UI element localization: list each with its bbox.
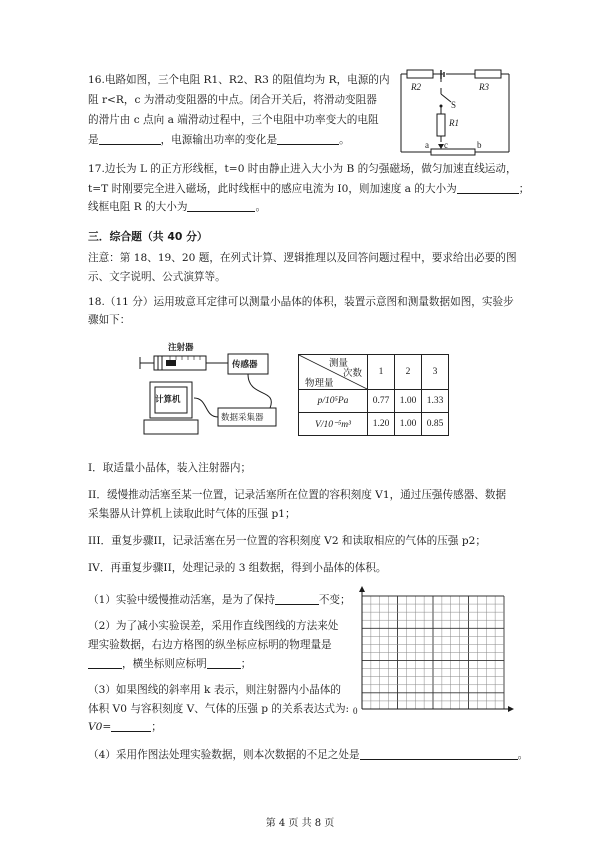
header-times: 次数 <box>343 369 363 379</box>
sub-q1: （1）实验中缓慢推动活塞，是为了保持 不变； <box>88 594 351 606</box>
label-r1: R1 <box>449 118 459 128</box>
label-sensor: 传感器 <box>232 360 258 370</box>
sub-q4-blank[interactable] <box>360 748 518 760</box>
q17-line2: t=T 时刚要完全进入磁场，此时线框中的感应电流为 I0，则加速度 a 的大小为 ； <box>88 183 530 195</box>
sub-q2-line1: （2）为了减小实验误差，采用作直线图线的方法来处 <box>88 620 339 632</box>
q17-blank-1[interactable] <box>457 182 519 194</box>
sub-q3-line2: 体积 V0 与容积刻度 V、气体的压强 p 的关系表达式为: <box>88 703 350 715</box>
q16-line3: 的滑片由 c 点向 a 端滑动过程中，三个电阻中功率变大的电阻 <box>88 114 379 126</box>
label-switch: S <box>451 100 457 110</box>
cell: 0.77 <box>368 390 395 413</box>
apparatus-diagram <box>138 338 298 446</box>
sub-q3-line1: （3）如果图线的斜率用 k 表示，则注射器内小晶体的 <box>88 684 341 696</box>
label-r2: R2 <box>411 82 421 92</box>
circuit-diagram <box>395 64 515 160</box>
switch-contact <box>440 105 443 108</box>
label-r3: R3 <box>479 82 489 92</box>
switch-blade <box>441 94 451 102</box>
graph-grid <box>350 586 514 726</box>
computer-base <box>144 420 198 434</box>
step-2-line2: 采集器从计算机上读取此时气体的压强 p1； <box>88 508 296 520</box>
q17-line3: 线框电阻 R 的大小为 。 <box>88 201 267 213</box>
origin-label: 0 <box>353 706 358 716</box>
section-title: 三．综合题（共 40 分） <box>88 230 208 243</box>
sub-q4: （4）采用作图法处理实验数据，则本次数据的不足之处是 。 <box>88 749 529 761</box>
label-syringe: 注射器 <box>168 343 194 353</box>
header-measure: 测量 <box>329 359 349 369</box>
q16-line2: 阻 r<R，c 为滑动变阻器的中点。闭合开关后，将滑动变阻器 <box>88 94 377 106</box>
sub-q1-blank[interactable] <box>275 593 319 605</box>
q16-line4: 是 ，电源输出功率的变化是 。 <box>88 134 350 146</box>
col-header-1: 1 <box>368 355 395 390</box>
step-1: I．取适量小晶体，装入注射器内； <box>88 462 252 474</box>
sub-q3-line3: V0= ； <box>88 721 162 733</box>
q16-blank-2[interactable] <box>277 133 339 145</box>
collector-cable <box>194 398 218 417</box>
step-2-line1: II．缓慢推动活塞至某一位置，记录活塞所在位置的容积刻度 V1，通过压强传感器、数据 <box>88 489 507 501</box>
cell: 1.00 <box>395 413 422 436</box>
x-axis-arrow-icon <box>508 706 514 712</box>
section-note-2: 示、文字说明、公式演算等。 <box>88 271 226 283</box>
sub-q3-blank[interactable] <box>111 720 151 732</box>
label-collector: 数据采集器 <box>221 413 264 423</box>
page-footer: 第 4 页 共 8 页 <box>265 818 335 829</box>
step-4: IV．再重复步骤II，处理记录的 3 组数据，得到小晶体的体积。 <box>88 562 387 574</box>
r2-resistor <box>407 70 433 78</box>
sub-q2-blank-1[interactable] <box>88 657 122 669</box>
cell: 1.00 <box>395 390 422 413</box>
measurement-table <box>298 354 449 436</box>
step-3: III．重复步骤II，记录活塞在另一位置的容积刻度 V2 和读取相应的气体的压强 p2； <box>88 535 486 547</box>
q17-line1: 17.边长为 L 的正方形线框，t=0 时由静止进入大小为 B 的匀强磁场，做匀加速直线运动， <box>88 163 517 175</box>
label-computer: 计算机 <box>155 395 181 405</box>
sub-q2-line2: 理实验数据，右边方格图的纵坐标应标明的物理量是 <box>88 639 332 651</box>
y-axis-arrow-icon <box>359 586 365 592</box>
col-header-2: 2 <box>395 355 422 390</box>
q16-blank-1[interactable] <box>99 133 161 145</box>
sub-q2-blank-2[interactable] <box>207 657 241 669</box>
grid-lines <box>362 596 504 709</box>
cell: 1.20 <box>368 413 395 436</box>
label-b: b <box>477 140 482 150</box>
cell: 0.85 <box>422 413 449 436</box>
rheostat <box>431 149 475 155</box>
label-c: c <box>444 140 448 150</box>
r1-resistor <box>437 114 445 136</box>
row-label-v: V/10⁻⁵m³ <box>299 413 368 436</box>
q18-line1: 18.（11 分）运用玻意耳定律可以测量小晶体的体积，装置示意图和测量数据如图，实验步 <box>88 296 514 308</box>
row-label-p: p/10⁵Pa <box>299 390 368 413</box>
table-header-diagonal <box>299 355 368 390</box>
q17-blank-2[interactable] <box>187 200 255 212</box>
r3-resistor <box>475 70 501 78</box>
table-row-volume <box>299 413 449 436</box>
section-note-1: 注意：第 18、19、20 题，在列式计算、逻辑推理以及回答问题过程中，要求给出必要的图 <box>88 252 517 264</box>
q16-line1: 16.电路如图，三个电阻 R1、R2、R3 的阻值均为 R，电源的内 <box>88 74 390 86</box>
sensor-cable <box>248 374 271 408</box>
col-header-3: 3 <box>422 355 449 390</box>
crystal-sample <box>166 360 176 366</box>
q18-line2: 骤如下： <box>88 314 131 326</box>
sub-q2-line3: ，横坐标则应标明 ； <box>88 657 251 672</box>
cell: 1.33 <box>422 390 449 413</box>
header-quantity: 物理量 <box>305 379 334 389</box>
table-row-pressure <box>299 390 449 413</box>
label-a: a <box>425 140 429 150</box>
